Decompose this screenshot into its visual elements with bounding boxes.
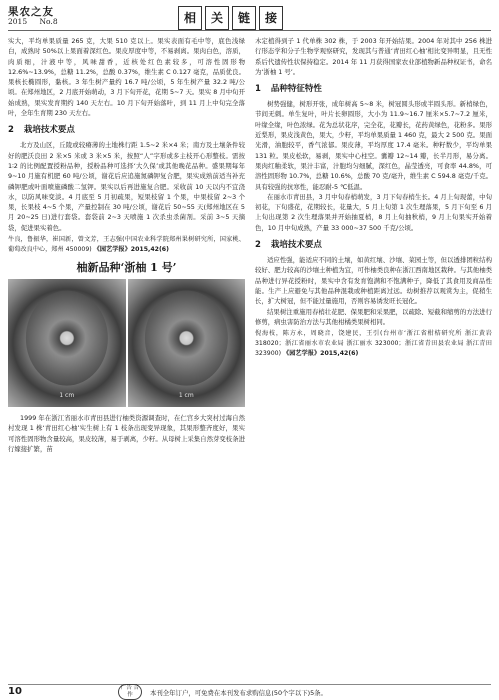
fruit-photos [8, 279, 245, 407]
issue-number: No.8 [39, 17, 58, 26]
fruit-section-image [26, 291, 108, 386]
section-heading [255, 83, 492, 95]
column-char: 链 [232, 6, 256, 30]
section-title: 栽培技术要点 [270, 240, 322, 251]
article-title: 柚新品种‘浙柚 1 号’ [76, 261, 177, 275]
left-column [8, 36, 245, 454]
author-text: 牛良，鲁振华，崔国新，曾文芳，王志强(中国农业科学院郑州果树研究所，国家桃、葡萄改良中心，郑州 450009) [8, 236, 245, 254]
scale-label: 1 cm [178, 391, 194, 399]
column-title [178, 6, 283, 30]
issue-year: 2015 [8, 17, 28, 26]
author-note [8, 235, 245, 255]
author-text: 倪海枝，陈方永，周晓音，饶建民，王引(台州市‘浙江省柑桔研究所 浙江黄岩 318020；浙江省丽水市农业局 浙江丽水 323000；浙江省青田县农业局 浙江青田 323900) [255, 330, 492, 358]
ad-logo: 广告 合作 [118, 684, 142, 700]
section-number: 1 [255, 84, 261, 95]
section-heading [255, 239, 492, 251]
header-rule [8, 30, 491, 31]
column-char: 关 [205, 6, 229, 30]
fruit-photo-left [8, 279, 126, 407]
fruit-photo-right [128, 279, 246, 407]
column-char: 接 [259, 6, 283, 30]
section-heading [8, 124, 245, 136]
paragraph: 1999 年在浙江省丽水市青田县进行柚类资源调查时，在仁宫乡大突村过海自然村发现 1 株‘青田红心柚’实生树上有 1 枝条出现变异现象，其果形整齐度好，果实可溶性固形物含量较高，果皮较薄，易于剥离，少籽。从母树上采集自然芽变枝条进行嫁接扩繁，苗 [8, 414, 245, 453]
source-citation: 《园艺学报》2015,42(6) [93, 246, 169, 254]
magazine-title: 果农之友 [8, 6, 54, 18]
paragraph: 北方及山区，丘陵或较瘠薄的土地株行距 1.5~2 米×4 米；南方及土壤条件较好的肥沃良田 2 米×5 米或 3 米×5 米，按照“人”字形或多主枝开心形整枝。需按 1∶2 的比例配置授粉品种，授粉品种可选择‘大久保’或其他晚花品种。盛果期每年 9~10 月施有机肥 60 吨/公顷，谢花后应追施氮磷钾复合肥，果实成熟前适当补充磷钾肥或叶面喷施磷酸二氢钾。果实以后再进施复合肥。采收前 10 天以内不宜浇水，以防风味变淡。4 月底至 5 月初疏果，短果枝留 1 个果，中果枝留 2~3 个果，长果枝 4~5 个果，产量控制在 30 吨/公顷，谢花后 50~55 天(郑州地区在 5 月 20~25 日)进行套袋。套袋前 2~3 天喷施 1 次杀虫杀菌剂。采前 3~5 天摘袋，促进果实着色。 [8, 141, 245, 232]
issue-info [8, 17, 68, 26]
ad-text: 本刊全年订户，可免费在本刊发布求购信息(50个字以下)5条。 [150, 689, 327, 697]
scale-label: 1 cm [59, 391, 75, 399]
paragraph: 实大，平均单果质量 265 克，大果 510 克以上。果实表面有毛中等，底色浅绿白，成熟时 50%以上果面着深红色。果皮厚度中等，不易剥离。果肉白色，溶质，肉质细，汁液中等，风味甜香，近核处红色素较多，可溶性固形物 12.6%~13.9%，总糖 11.2%，总酸 0.37%，维生素 C 0.127 毫克，品质优良。果核长椭圆形，黏核。3 年生树产量约 16.7 吨/公顷，5 年生树产量 32.2 吨/公顷。在郑州地区，2 月底开始萌动，3 月下旬开花，花期 5~7 天。果实 8 月中旬开始成熟，果实发育期约 140 天左右。10 月下旬开始落叶，到 11 月上中旬完全落叶，全年生育期 230 天左右。 [8, 37, 245, 118]
section-title: 品种特征特性 [270, 84, 322, 95]
paragraph: 树势强健，树形开张，成年树高 5~8 米，树冠圆头形或半圆头形。新梢绿色，节间无刺。单生复叶，叶片长卵圆形，大小为 11.9~16.7 厘米×5.7~7.2 厘米，叶缘全缘，叶色浓绿。花为总状花序，完全花，花瓣长，花药黄绿色，花粉多。果形近梨形，果皮浅黄色，果大，少籽，平均单果质量 1 460 克，最大 2 500 克。果面光滑，油胞较平，香气浓郁。果皮薄，平均厚度 17.4 毫米。种籽数少，平均单果 131 粒。果皮松软，易剥，果实中心柱空。囊瓣 12~14 瓣，长半月形，易分离。果肉红釉柔软，果汁丰富，汁胞均匀细腻，深红色，晶莹透亮，可食率 44.8%，可溶性固形物 10.7%，总糖 10.6%，总酸 70 克/毫升，维生素 C 594.8 毫克/千克。具有较强的抗寒性，能忍耐-5 ℃低温。 [255, 100, 493, 191]
paragraph: 结果树注重施用春梢壮花肥、保果肥和采果肥，以疏除、短截和缩剪的方法进行修剪，病虫害防治方法与其他柑橘类果树相同。 [255, 307, 492, 326]
paragraph: 在丽水市青田县，3 月中旬春梢萌发，3 月下旬春梢生长。4 月上旬现蕾，中旬初花，下旬盛花，花期较长，花量大，5 月上旬第 1 次生理落果，5 月下旬至 6 月上旬出现第 2 次生理落果并开始抽夏梢，8 月上旬抽秋梢，9 月上旬果实开始着色，10 月中旬成熟，产量 33 000~37 500 千克/公顷。 [255, 192, 492, 232]
page-number: 10 [8, 686, 22, 697]
section-number: 2 [255, 240, 261, 251]
right-column [255, 36, 492, 359]
footer-rule [8, 684, 491, 685]
fruit-section-image [145, 291, 227, 386]
column-char: 相 [178, 6, 202, 30]
section-number: 2 [8, 125, 14, 136]
source-citation: 《园艺学报》2015,42(6) [283, 350, 359, 358]
paragraph: 木定植得到子 1 代单株 302 株，于 2003 年开始结果。2004 年对其中 256 株进行形态学和分子生物学观察研究，发现其与普通‘青田红心柚’相比变异明显，且无性系后代遗传性状保持稳定。2014 年 11 月获得国家农业部植物新品种权证书，命名为‘浙柚 1 号’。 [255, 37, 492, 76]
paragraph: 适应性强，能适应不同的土壤，如黄红壤、沙壤、菜园土等，但以透排团粒结构较好、肥力较高的沙壤土种植为宜，可作柚类良种在浙江西南地区栽种。与其他柚类品种进行异花授粉时，果实中含有发育饱满和不饱满种子，降低了其食用及商品性能。生产上应避免与其他品种混栽或种植距离过远。幼树推荐以观赏为主，促稍生长，扩大树冠，但不能过量施用，否则容易诱发旺长冠化。 [255, 256, 492, 306]
author-note [255, 329, 492, 359]
section-title: 栽培技术要点 [23, 125, 75, 136]
